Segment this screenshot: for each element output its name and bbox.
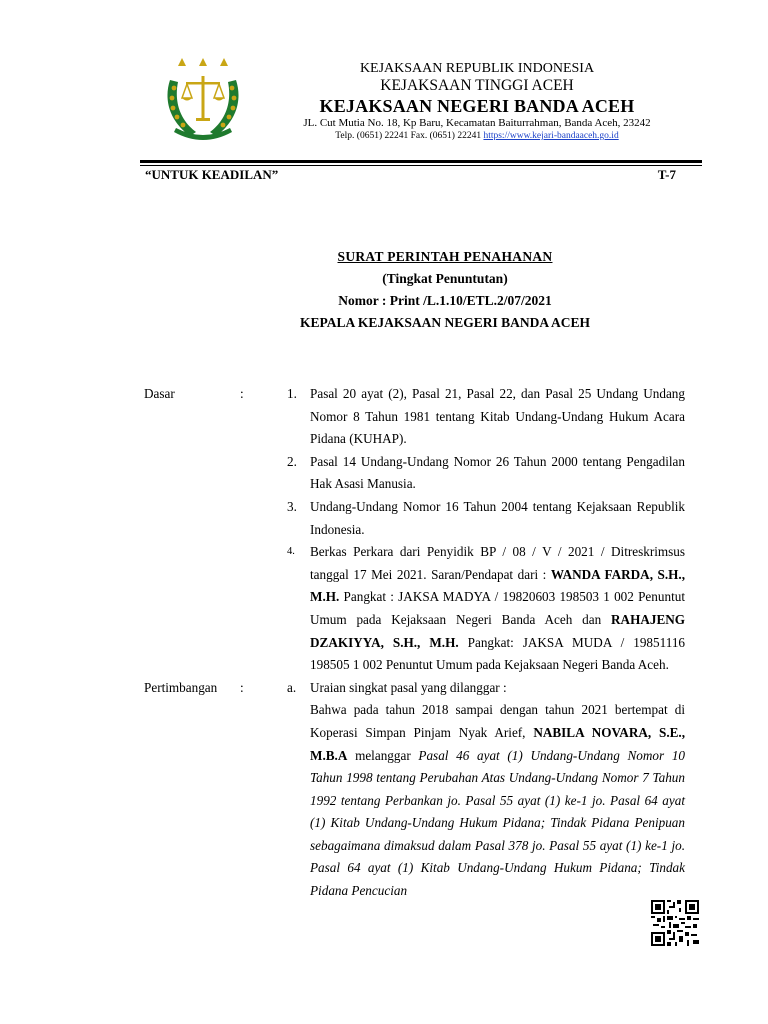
document-issuer: KEPALA KEJAKSAAN NEGERI BANDA ACEH (299, 315, 591, 330)
document-body (144, 383, 685, 903)
section-pertimbangan (144, 677, 685, 903)
case-description (287, 699, 685, 902)
section-colon: : (240, 386, 244, 401)
dasar-list (287, 383, 685, 677)
list-item (287, 383, 685, 451)
phone-fax: Telp. (0651) 22241 Fax. (0651) 22241 (335, 131, 482, 141)
prosecutor-name-1: WANDA FARDA, S.H., M.H. (310, 566, 686, 605)
list-item (287, 496, 685, 541)
case-text: Bahwa pada tahun 2018 sampai dengan tahun 2021 bertempat di Koperasi Simpan Pinjam Nyak Arief, (310, 702, 685, 740)
defendant-name: NABILA NOVARA, S.E., M.B.A (310, 724, 686, 763)
item-heading: Uraian singkat pasal yang dilanggar : (310, 679, 507, 695)
legal-articles: Pasal 46 ayat (1) Undang-Undang Nomor 10 Tahun 1998 tentang Perubahan Atas Undang-Undang Nomor 7 Tahun 1992 tentang Perbankan jo. Pasal 55 ayat (1) ke-1 jo. Pasal 64 ayat (1) Kitab Undang-Undang Hukum Pidana; Tindak Pidana Penipuan sebagaimana dimaksud dalam Pasal 378 jo. Pasal 55 ayat (1) ke-1 jo. Pasal 64 ayat (1) Kitab Undang-Undang Hukum Pidana; Tindak Pidana Pencucian (310, 747, 686, 899)
section-label: Pertimbangan (144, 679, 218, 695)
document-level: (Tingkat Penuntutan) (382, 271, 508, 286)
motto: “UNTUK KEADILAN” (145, 167, 279, 182)
letterhead-line-2: KEJAKSAAN TINGGI ACEH (380, 77, 574, 94)
letterhead-line-1: KEJAKSAAN REPUBLIK INDONESIA (359, 61, 595, 76)
letterhead-address: JL. Cut Mutia No. 18, Kp Baru, Kecamatan Baiturrahman, Banda Aceh, 23242 (303, 117, 651, 129)
letterhead-line-3: KEJAKSAAN NEGERI BANDA ACEH (319, 96, 635, 116)
list-item (287, 541, 685, 677)
prosecutor-name-2: RAHAJENG DZAKIYYA, S.H., M.H. (310, 611, 686, 650)
section-dasar (144, 383, 685, 677)
pertimbangan-list (287, 677, 685, 903)
letterhead-divider-thin (140, 165, 702, 166)
list-number: 2. (287, 453, 297, 469)
list-text: Pasal 20 ayat (2), Pasal 21, Pasal 22, dan Pasal 25 Undang Undang Nomor 8 Tahun 1981 tentang Kitab Undang-Undang Hukum Acara Pidana (KUHAP). (310, 386, 685, 447)
qr-code-icon (651, 900, 699, 946)
document-title: SURAT PERINTAH PENAHANAN (337, 249, 553, 264)
title-block (140, 246, 750, 334)
letterhead (262, 60, 692, 142)
case-text: melanggar (355, 747, 411, 763)
list-number: 3. (287, 498, 297, 514)
letterhead-contact (262, 130, 692, 142)
list-text: Undang-Undang Nomor 16 Tahun 2004 tentang Kejaksaan Republik Indonesia. (310, 498, 685, 537)
list-number: 1. (287, 386, 297, 401)
list-item (287, 451, 685, 496)
form-code: T-7 (657, 167, 676, 182)
kejaksaan-emblem-icon (160, 58, 246, 144)
section-label: Dasar (144, 386, 175, 401)
section-colon: : (240, 679, 244, 695)
website-link[interactable]: https://www.kejari-bandaaceh.go.id (483, 131, 619, 141)
document-number: Nomor : Print /L.1.10/ETL.2/07/2021 (338, 293, 552, 308)
list-letter: a. (287, 679, 297, 695)
list-item (287, 677, 685, 700)
letterhead-divider-thick (140, 160, 702, 163)
list-text: Pasal 14 Undang-Undang Nomor 26 Tahun 2000 tentang Pengadilan Hak Asasi Manusia. (310, 453, 685, 492)
list-text: Berkas Perkara dari Penyidik BP / 08 / V / 2021 / Ditreskrimsus tanggal 17 Mei 2021. Saran/Pendapat dari : (310, 544, 685, 582)
list-number: 4. (287, 546, 295, 558)
list-text: Pangkat: JAKSA MUDA / 19851116 198505 1 002 Penuntut Umum pada Kejaksaan Negeri Banda Aceh. (310, 634, 686, 673)
list-text: Pangkat : JAKSA MADYA / 19820603 198503 1 002 Penuntut Umum pada Kejaksaan Negeri Banda Aceh dan (310, 589, 685, 627)
